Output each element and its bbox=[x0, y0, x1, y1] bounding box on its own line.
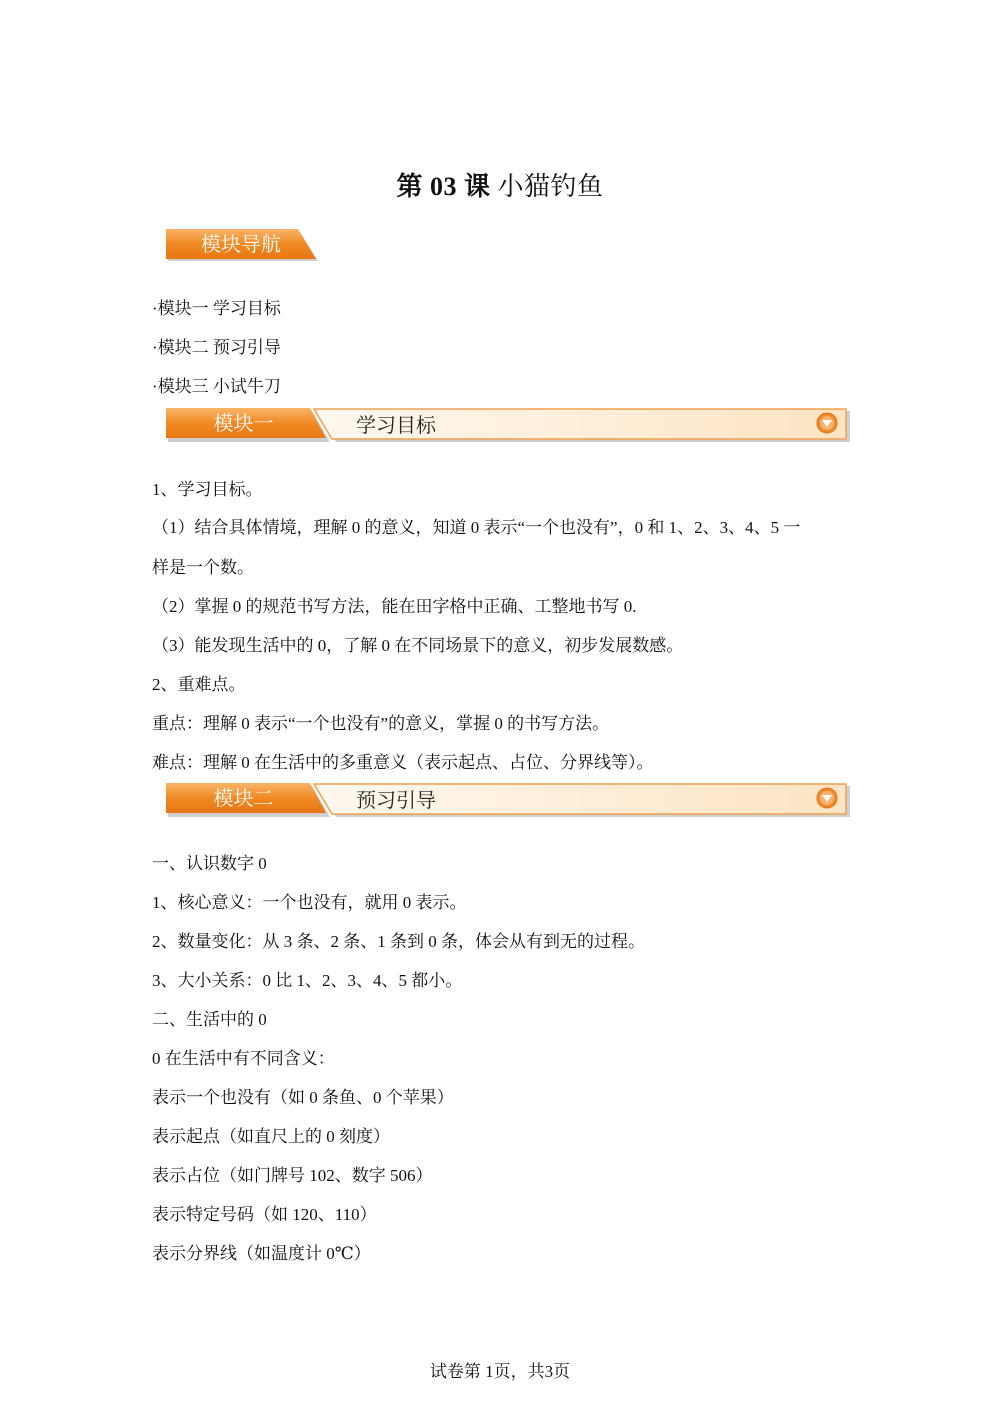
module2-title: 预习引导 bbox=[356, 788, 436, 812]
module2-line-8: 表示起点（如直尺上的 0 刻度） bbox=[152, 1127, 390, 1146]
module1-title: 学习目标 bbox=[356, 413, 436, 437]
module2-line-6: 0 在生活中有不同含义： bbox=[152, 1049, 335, 1068]
nav-item-module1[interactable]: ·模块一 学习目标 bbox=[152, 299, 281, 318]
title-lesson-number: 第 03 课 bbox=[396, 172, 491, 201]
page-title bbox=[0, 166, 1000, 203]
module2-line-3: 2、数量变化：从 3 条、2 条、1 条到 0 条，体会从有到无的过程。 bbox=[152, 932, 645, 951]
module1-line-8: 难点：理解 0 在生活中的多重意义（表示起点、占位、分界线等）。 bbox=[152, 753, 654, 772]
title-lesson-name: 小猫钓鱼 bbox=[490, 172, 604, 201]
module2-line-7: 表示一个也没有（如 0 条鱼、0 个苹果） bbox=[152, 1088, 454, 1107]
module2-header bbox=[166, 783, 852, 819]
module2-line-2: 1、核心意义：一个也没有，就用 0 表示。 bbox=[152, 893, 467, 912]
module2-line-10: 表示特定号码（如 120、110） bbox=[152, 1205, 377, 1224]
module1-line-1: 1、学习目标。 bbox=[152, 480, 263, 499]
module1-line-3: 样是一个数。 bbox=[152, 558, 254, 577]
nav-item-module2[interactable]: ·模块二 预习引导 bbox=[152, 338, 281, 357]
page-footer: 试卷第 1页，共3页 bbox=[429, 1362, 571, 1381]
module1-line-7: 重点：理解 0 表示“一个也没有”的意义，掌握 0 的书写方法。 bbox=[152, 714, 610, 733]
module-nav-tab bbox=[166, 228, 318, 260]
module2-line-11: 表示分界线（如温度计 0℃） bbox=[152, 1244, 371, 1263]
chevron-down-circle-icon[interactable] bbox=[816, 787, 838, 809]
module2-line-5: 二、生活中的 0 bbox=[152, 1010, 267, 1029]
module2-line-9: 表示占位（如门牌号 102、数字 506） bbox=[152, 1166, 433, 1185]
module2-line-4: 3、大小关系：0 比 1、2、3、4、5 都小。 bbox=[152, 971, 463, 990]
nav-item-module3[interactable]: ·模块三 小试牛刀 bbox=[152, 377, 281, 396]
module1-line-6: 2、重难点。 bbox=[152, 675, 246, 694]
module1-line-5: （3）能发现生活中的 0，了解 0 在不同场景下的意义，初步发展数感。 bbox=[152, 636, 684, 655]
nav-tab-label: 模块导航 bbox=[201, 232, 281, 256]
module1-label: 模块一 bbox=[213, 411, 274, 435]
module1-line-4: （2）掌握 0 的规范书写方法，能在田字格中正确、工整地书写 0. bbox=[152, 597, 637, 616]
module1-header bbox=[166, 408, 852, 444]
chevron-down-circle-icon[interactable] bbox=[816, 412, 838, 434]
module1-line-2: （1）结合具体情境，理解 0 的意义，知道 0 表示“一个也没有”，0 和 1、2、3、4、5 一 bbox=[152, 518, 801, 537]
module2-label: 模块二 bbox=[213, 786, 274, 810]
module2-line-1: 一、认识数字 0 bbox=[152, 854, 267, 873]
